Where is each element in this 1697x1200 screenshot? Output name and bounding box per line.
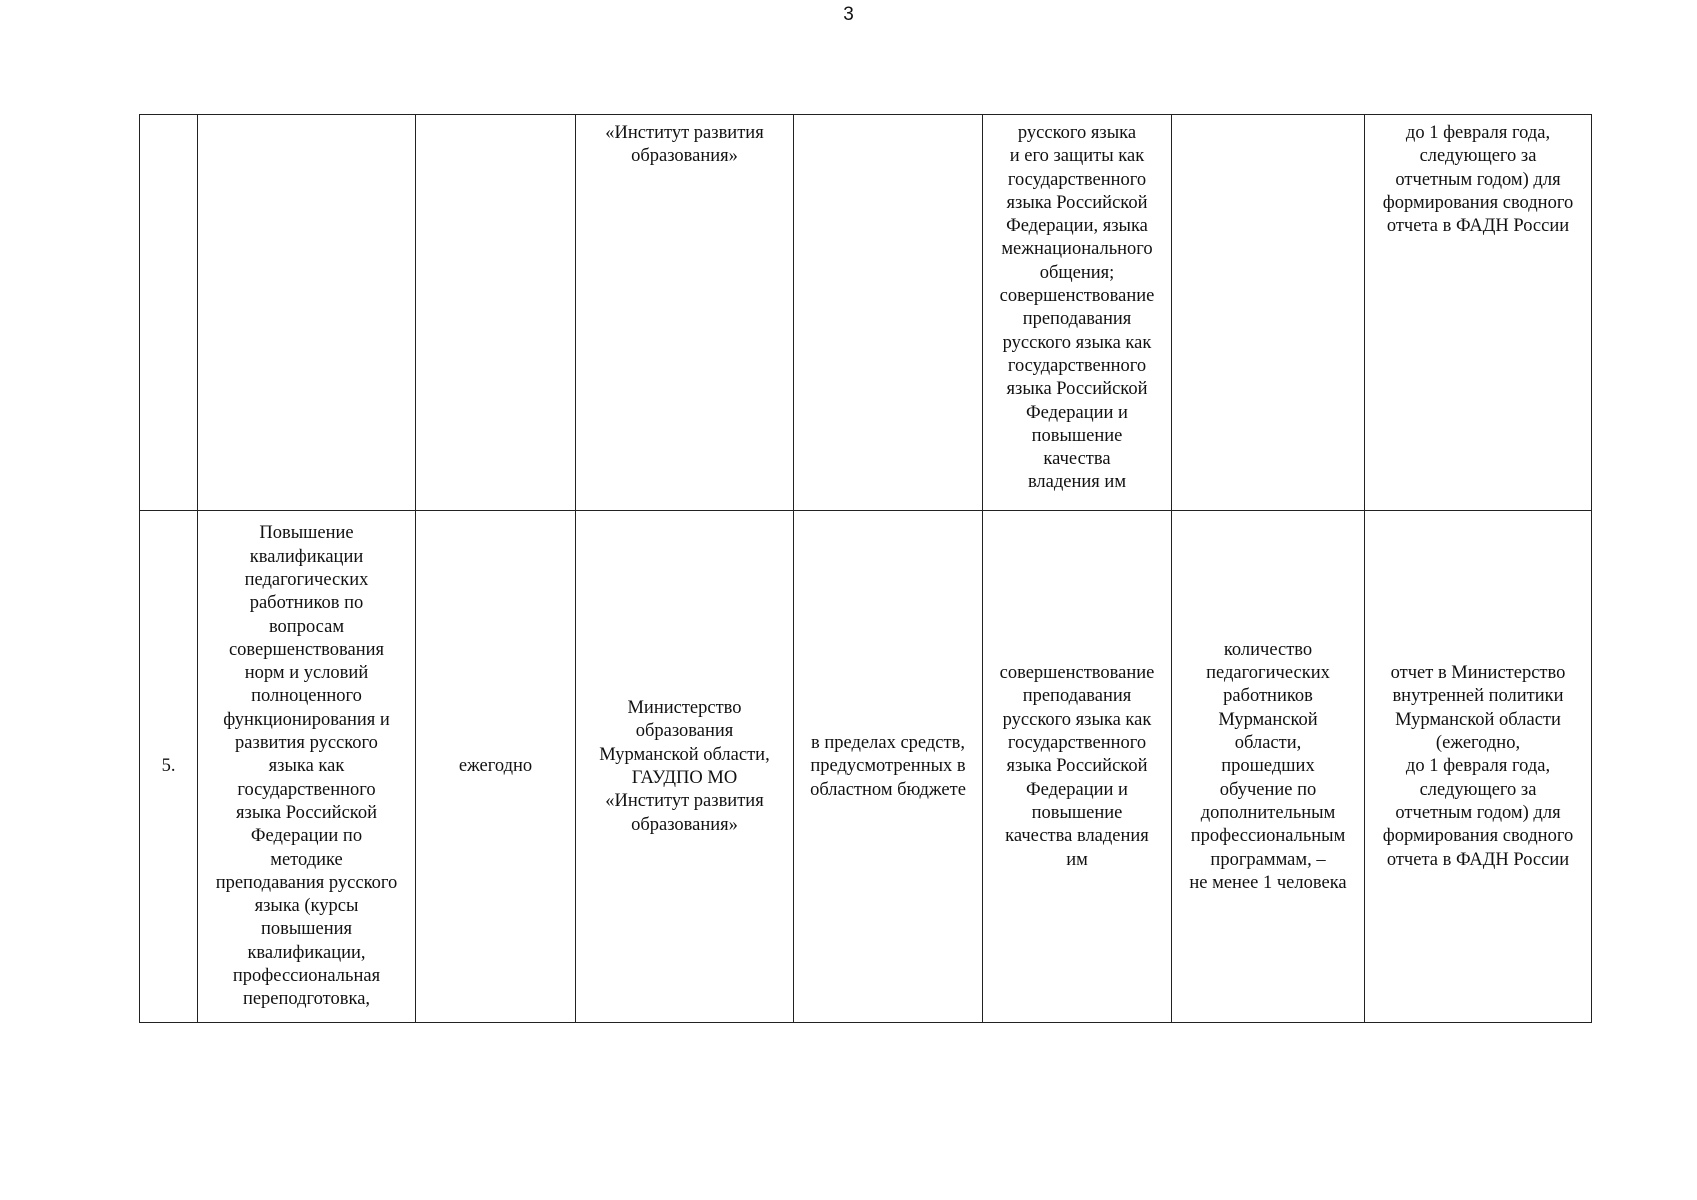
cell-text-line: Мурманской <box>1218 709 1318 730</box>
table-row <box>140 511 1592 1023</box>
cell-text-line: общения; <box>1039 262 1115 283</box>
cell-text-line: следующего за <box>1419 779 1537 800</box>
cell-text-line: качества владения <box>1005 826 1149 847</box>
cell-text-line: русского языка как <box>1002 709 1152 730</box>
cell-number: 5. <box>140 511 198 1023</box>
page-number: 3 <box>843 4 854 25</box>
cell-text-line: формирования сводного <box>1382 826 1574 847</box>
cell-text-line: вопросам <box>268 616 345 637</box>
cell-text-line: программам, – <box>1210 849 1326 870</box>
cell-text-line: функционирования и <box>223 709 390 730</box>
cell-text-line: и его защиты как <box>1009 146 1145 167</box>
cell-text-line: преподавания русского <box>215 872 398 893</box>
cell-text-line: образования <box>635 721 734 742</box>
cell-text-line: развития русского <box>235 733 378 754</box>
cell-text-line: предусмотренных в <box>810 756 966 777</box>
cell-text-line: в пределах средств, <box>811 733 965 754</box>
cell-number <box>140 115 198 511</box>
cell-text-line: Федерации по <box>250 826 363 847</box>
cell-text-line: языка Российской <box>1006 379 1148 400</box>
cell-text-line: русского языка <box>1017 123 1137 143</box>
cell-text-line: совершенствования <box>228 639 385 660</box>
cell-result <box>983 511 1172 1023</box>
cell-indicator <box>1172 511 1365 1023</box>
cell-text-line: образования» <box>631 146 738 167</box>
cell-text-line: работников <box>1223 686 1313 707</box>
cell-report <box>1365 115 1592 511</box>
cell-text-line: Министерство <box>627 698 742 719</box>
cell-text-line: педагогических <box>244 569 369 590</box>
cell-text-line: языка Российской <box>236 802 377 823</box>
cell-text-line: языка Российской <box>1006 756 1148 777</box>
cell-text-line: государственного <box>1007 733 1147 754</box>
cell-text-line: образования» <box>631 814 738 835</box>
cell-text-line: совершенствование <box>999 663 1155 684</box>
cell-executor <box>576 115 794 511</box>
cell-text-line: языка (курсы <box>254 896 359 917</box>
cell-text-line: следующего за <box>1419 146 1537 167</box>
cell-text-line: полноценного <box>251 686 362 707</box>
cell-text-line: «Институт развития <box>605 791 764 812</box>
cell-text-line: совершенствование <box>999 286 1155 307</box>
cell-text-line: межнационального <box>1001 239 1153 260</box>
cell-text-line: отчета в ФАДН России <box>1386 216 1570 237</box>
cell-indicator <box>1172 115 1365 511</box>
cell-text-line: государственного <box>1007 355 1147 376</box>
plan-table <box>139 114 1592 1023</box>
cell-text-line: преподавания <box>1022 309 1132 330</box>
cell-text-line: обучение по <box>1219 779 1317 800</box>
cell-text-line: Повышение <box>259 523 354 544</box>
cell-text-line: квалификации <box>249 546 364 567</box>
cell-funding <box>794 115 983 511</box>
cell-text-line: отчета в ФАДН России <box>1386 849 1570 870</box>
cell-text-line: государственного <box>237 779 376 800</box>
table-row <box>140 115 1592 511</box>
cell-text-line: дополнительным <box>1200 802 1336 823</box>
cell-funding <box>794 511 983 1023</box>
cell-text-line: государственного <box>1007 169 1147 190</box>
cell-text-line: работников по <box>249 593 364 614</box>
cell-deadline: ежегодно <box>416 511 576 1023</box>
cell-text-line: качества <box>1043 449 1111 470</box>
cell-text-line: переподготовка, <box>242 989 371 1010</box>
cell-text-line: внутренней политики <box>1392 686 1564 707</box>
cell-result <box>983 115 1172 511</box>
cell-text-line: профессиональная <box>232 966 381 987</box>
cell-text-line: «Институт развития <box>605 123 764 143</box>
cell-executor <box>576 511 794 1023</box>
cell-text-line: Федерации и <box>1026 402 1128 423</box>
cell-text-line: квалификации, <box>247 942 366 963</box>
cell-text-line: методике <box>270 849 343 870</box>
cell-text-line: Мурманской области <box>1395 709 1561 730</box>
cell-text-line: ГАУДПО МО <box>631 768 738 788</box>
cell-text-line: областном бюджете <box>810 779 966 800</box>
cell-activity <box>198 511 416 1023</box>
cell-text-line: языка как <box>268 756 345 777</box>
cell-text-line: Мурманской области, <box>599 744 770 765</box>
cell-text-line: до 1 февраля года, <box>1405 123 1551 143</box>
cell-text-line: языка Российской <box>1006 192 1148 213</box>
cell-text-line: области, <box>1234 733 1302 754</box>
cell-text-line: до 1 февраля года, <box>1405 756 1551 777</box>
cell-text-line: отчет в Министерство <box>1390 663 1566 684</box>
cell-text-line: профессиональным <box>1190 826 1346 847</box>
cell-text-line: (ежегодно, <box>1435 733 1521 754</box>
cell-text-line: им <box>1066 849 1088 870</box>
cell-text-line: Федерации, языка <box>1006 216 1148 237</box>
cell-text-line: не менее 1 человека <box>1189 872 1347 893</box>
cell-text-line: повышение <box>1031 802 1123 823</box>
cell-text-line: прошедших <box>1221 756 1315 777</box>
cell-text-line: повышения <box>260 919 353 940</box>
cell-text-line: Федерации и <box>1026 779 1128 800</box>
cell-text-line: владения им <box>1027 472 1127 493</box>
cell-text-line: формирования сводного <box>1382 192 1574 213</box>
cell-text-line: отчетным годом) для <box>1395 802 1561 823</box>
cell-text-line: повышение <box>1031 425 1123 446</box>
cell-text-line: преподавания <box>1022 686 1132 707</box>
cell-text-line: педагогических <box>1206 663 1330 684</box>
cell-report <box>1365 511 1592 1023</box>
cell-deadline <box>416 115 576 511</box>
cell-activity <box>198 115 416 511</box>
cell-text-line: русского языка как <box>1002 332 1152 353</box>
cell-text-line: количество <box>1223 639 1313 660</box>
cell-text-line: норм и условий <box>244 663 369 684</box>
cell-text-line: отчетным годом) для <box>1395 169 1561 190</box>
